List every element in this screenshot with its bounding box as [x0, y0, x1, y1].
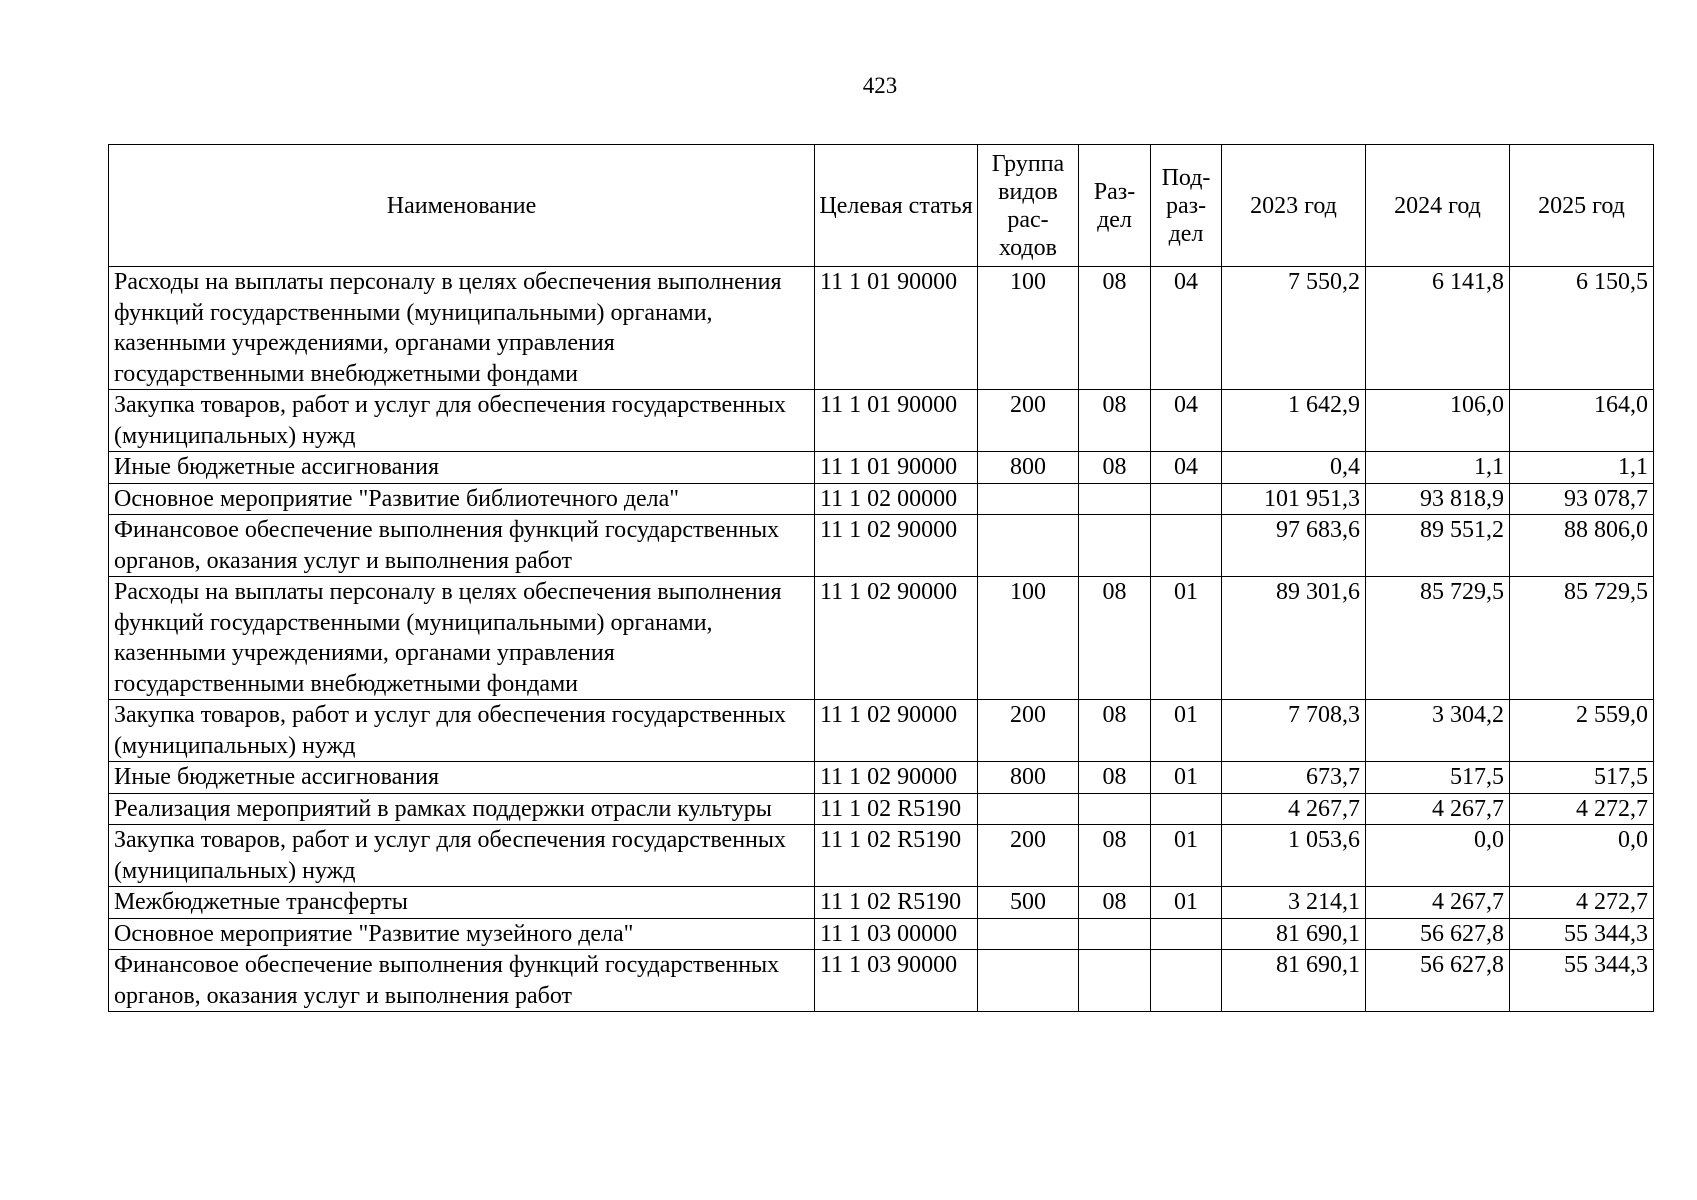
cell-2023: 0,4: [1222, 452, 1366, 484]
cell-subsection: [1151, 918, 1222, 950]
cell-group: [978, 950, 1079, 1012]
cell-2025: 93 078,7: [1510, 483, 1654, 515]
cell-name: Закупка товаров, работ и услуг для обеспечения государственных (муниципальных) нужд: [109, 700, 815, 762]
cell-2025: 4 272,7: [1510, 793, 1654, 825]
cell-section: 08: [1079, 577, 1151, 700]
cell-group: [978, 793, 1079, 825]
cell-target: 11 1 01 90000: [815, 452, 978, 484]
cell-target: 11 1 03 00000: [815, 918, 978, 950]
table-row: [109, 950, 1654, 1012]
table-row: [109, 825, 1654, 887]
cell-group: 800: [978, 452, 1079, 484]
cell-subsection: 04: [1151, 390, 1222, 452]
cell-group: 100: [978, 577, 1079, 700]
cell-name: Основное мероприятие "Развитие музейного дела": [109, 918, 815, 950]
cell-section: 08: [1079, 390, 1151, 452]
cell-subsection: 01: [1151, 700, 1222, 762]
cell-target: 11 1 01 90000: [815, 267, 978, 390]
cell-2024: 4 267,7: [1366, 793, 1510, 825]
cell-2024: 56 627,8: [1366, 918, 1510, 950]
cell-section: [1079, 918, 1151, 950]
cell-2025: 55 344,3: [1510, 950, 1654, 1012]
cell-section: [1079, 515, 1151, 577]
cell-subsection: 04: [1151, 452, 1222, 484]
cell-group: [978, 918, 1079, 950]
cell-group: 500: [978, 887, 1079, 919]
cell-group: 200: [978, 825, 1079, 887]
header-section: Раз-дел: [1079, 145, 1151, 267]
cell-2023: 1 053,6: [1222, 825, 1366, 887]
cell-2024: 85 729,5: [1366, 577, 1510, 700]
cell-2023: 81 690,1: [1222, 918, 1366, 950]
table-row: [109, 515, 1654, 577]
table-row: [109, 267, 1654, 390]
cell-2023: 3 214,1: [1222, 887, 1366, 919]
cell-2024: 517,5: [1366, 762, 1510, 794]
cell-name: Закупка товаров, работ и услуг для обеспечения государственных (муниципальных) нужд: [109, 390, 815, 452]
cell-2025: 85 729,5: [1510, 577, 1654, 700]
cell-name: Иные бюджетные ассигнования: [109, 452, 815, 484]
header-2025: 2025 год: [1510, 145, 1654, 267]
cell-2024: 93 818,9: [1366, 483, 1510, 515]
table-row: [109, 887, 1654, 919]
cell-name: Реализация мероприятий в рамках поддержки отрасли культуры: [109, 793, 815, 825]
cell-group: 200: [978, 390, 1079, 452]
cell-2025: 6 150,5: [1510, 267, 1654, 390]
cell-name: Межбюджетные трансферты: [109, 887, 815, 919]
cell-group: [978, 483, 1079, 515]
cell-group: [978, 515, 1079, 577]
cell-2025: 4 272,7: [1510, 887, 1654, 919]
cell-target: 11 1 02 90000: [815, 762, 978, 794]
cell-2025: 55 344,3: [1510, 918, 1654, 950]
cell-section: 08: [1079, 825, 1151, 887]
cell-name: Основное мероприятие "Развитие библиотечного дела": [109, 483, 815, 515]
table-row: [109, 700, 1654, 762]
cell-name: Финансовое обеспечение выполнения функций государственных органов, оказания услуг и выполнения работ: [109, 950, 815, 1012]
header-name: Наименование: [109, 145, 815, 267]
cell-2024: 6 141,8: [1366, 267, 1510, 390]
cell-2024: 3 304,2: [1366, 700, 1510, 762]
budget-table: [108, 144, 1654, 1012]
cell-2025: 2 559,0: [1510, 700, 1654, 762]
cell-2025: 1,1: [1510, 452, 1654, 484]
cell-section: [1079, 483, 1151, 515]
cell-section: 08: [1079, 267, 1151, 390]
table-row: [109, 483, 1654, 515]
cell-subsection: 01: [1151, 825, 1222, 887]
header-2024: 2024 год: [1366, 145, 1510, 267]
cell-target: 11 1 01 90000: [815, 390, 978, 452]
cell-2024: 106,0: [1366, 390, 1510, 452]
cell-subsection: [1151, 483, 1222, 515]
cell-target: 11 1 02 R5190: [815, 793, 978, 825]
header-target: Целевая статья: [815, 145, 978, 267]
cell-section: 08: [1079, 762, 1151, 794]
cell-2025: 517,5: [1510, 762, 1654, 794]
cell-target: 11 1 02 R5190: [815, 825, 978, 887]
cell-subsection: 01: [1151, 887, 1222, 919]
cell-2024: 4 267,7: [1366, 887, 1510, 919]
cell-2023: 101 951,3: [1222, 483, 1366, 515]
cell-2023: 89 301,6: [1222, 577, 1366, 700]
cell-2023: 1 642,9: [1222, 390, 1366, 452]
cell-2023: 7 550,2: [1222, 267, 1366, 390]
cell-2023: 4 267,7: [1222, 793, 1366, 825]
cell-section: [1079, 950, 1151, 1012]
cell-name: Финансовое обеспечение выполнения функций государственных органов, оказания услуг и выполнения работ: [109, 515, 815, 577]
cell-group: 100: [978, 267, 1079, 390]
cell-section: 08: [1079, 452, 1151, 484]
cell-section: 08: [1079, 700, 1151, 762]
cell-name: Иные бюджетные ассигнования: [109, 762, 815, 794]
cell-target: 11 1 02 00000: [815, 483, 978, 515]
header-2023: 2023 год: [1222, 145, 1366, 267]
cell-2023: 7 708,3: [1222, 700, 1366, 762]
cell-2023: 673,7: [1222, 762, 1366, 794]
cell-2024: 56 627,8: [1366, 950, 1510, 1012]
cell-2025: 0,0: [1510, 825, 1654, 887]
table-row: [109, 452, 1654, 484]
cell-2025: 88 806,0: [1510, 515, 1654, 577]
cell-group: 800: [978, 762, 1079, 794]
cell-2024: 1,1: [1366, 452, 1510, 484]
cell-subsection: 04: [1151, 267, 1222, 390]
cell-group: 200: [978, 700, 1079, 762]
table-header-row: [109, 145, 1654, 267]
table-row: [109, 793, 1654, 825]
cell-subsection: 01: [1151, 577, 1222, 700]
table-row: [109, 390, 1654, 452]
cell-2023: 81 690,1: [1222, 950, 1366, 1012]
cell-name: Закупка товаров, работ и услуг для обеспечения государственных (муниципальных) нужд: [109, 825, 815, 887]
cell-target: 11 1 02 90000: [815, 700, 978, 762]
cell-target: 11 1 02 90000: [815, 577, 978, 700]
header-subsection: Под-раз-дел: [1151, 145, 1222, 267]
cell-subsection: [1151, 515, 1222, 577]
cell-target: 11 1 02 90000: [815, 515, 978, 577]
cell-target: 11 1 03 90000: [815, 950, 978, 1012]
cell-2024: 89 551,2: [1366, 515, 1510, 577]
cell-subsection: 01: [1151, 762, 1222, 794]
cell-name: Расходы на выплаты персоналу в целях обеспечения выполнения функций государственными (муниципальными) органами, казенными учреждениями, органами управления государственными внебюджетными фондами: [109, 577, 815, 700]
cell-2024: 0,0: [1366, 825, 1510, 887]
cell-subsection: [1151, 793, 1222, 825]
cell-target: 11 1 02 R5190: [815, 887, 978, 919]
cell-2025: 164,0: [1510, 390, 1654, 452]
page-number: 423: [862, 73, 898, 98]
header-group: Группа видов рас-ходов: [978, 145, 1079, 267]
cell-2023: 97 683,6: [1222, 515, 1366, 577]
cell-subsection: [1151, 950, 1222, 1012]
table-row: [109, 577, 1654, 700]
cell-section: 08: [1079, 887, 1151, 919]
cell-name: Расходы на выплаты персоналу в целях обеспечения выполнения функций государственными (муниципальными) органами, казенными учреждениями, органами управления государственными внебюджетными фондами: [109, 267, 815, 390]
table-row: [109, 918, 1654, 950]
table-row: [109, 762, 1654, 794]
cell-section: [1079, 793, 1151, 825]
